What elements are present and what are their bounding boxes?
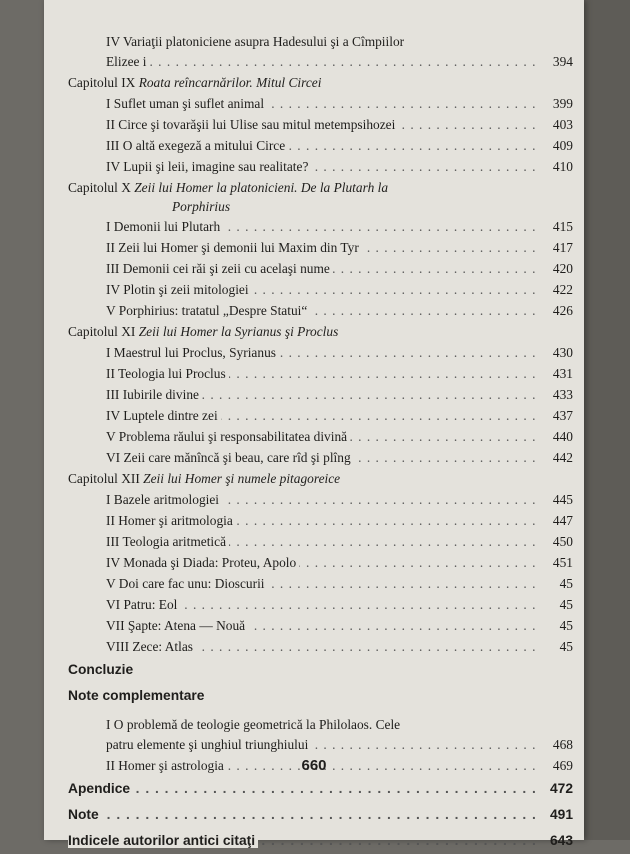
section-entry [68, 828, 573, 854]
toc-page-number: 472 [549, 781, 573, 796]
section-label: Note complementare [68, 688, 205, 703]
toc-entry [68, 405, 573, 426]
toc-entry [68, 363, 573, 384]
toc-entry [68, 279, 573, 300]
toc-page-number: 469 [552, 758, 573, 773]
toc-page-number: 431 [552, 366, 573, 381]
section-heading [68, 657, 573, 683]
toc-entry-label: VIII Zece: Atlas [106, 639, 196, 654]
toc-entry-label: VII Şapte: Atena — Nouă [106, 618, 248, 633]
toc-page-number: 491 [549, 807, 573, 822]
toc-page-number: 445 [552, 492, 573, 507]
toc-entry [68, 594, 573, 615]
chapter-label: Capitolul IX [68, 75, 136, 90]
page-number: 660 [301, 757, 327, 774]
toc-page-number: 420 [552, 261, 573, 276]
toc-page-number: 447 [552, 513, 573, 528]
toc-entry-label: IV Plotin şi zeii mitologiei [106, 282, 252, 297]
toc-entry-label: III Iubirile divine [106, 387, 202, 402]
toc-entry-text: I O problemă de teologie geometrică la Philolaos. Cele [106, 717, 401, 732]
section-label: Apendice [68, 781, 133, 796]
toc-entry-label: I Demonii lui Plutarh [106, 219, 223, 234]
section-label: Note [68, 807, 102, 822]
toc-page-number: 440 [552, 429, 573, 444]
toc-page-number: 430 [552, 345, 573, 360]
toc-page-number: 409 [552, 138, 573, 153]
toc-entry [68, 114, 573, 135]
section-entry [68, 776, 573, 802]
toc-entry [68, 384, 573, 405]
toc-entry-label: II Zeii lui Homer şi demonii lui Maxim din Tyr [106, 240, 362, 255]
toc-page-number: 45 [559, 576, 573, 591]
toc-entry [68, 489, 573, 510]
toc-entry-label: IV Lupii şi leii, imagine sau realitate? [106, 159, 311, 174]
toc-entry-label: VI Zeii care mănîncă şi beau, care rîd şi plîng [106, 450, 354, 465]
toc-entry-label: patru elemente şi unghiul triunghiului [106, 737, 311, 752]
table-of-contents [68, 32, 573, 854]
toc-entry [68, 552, 573, 573]
toc-entry-label: II Teologia lui Proclus [106, 366, 229, 381]
toc-entry [68, 300, 573, 321]
chapter-heading [68, 321, 573, 342]
toc-entry-label: IV Monada şi Diada: Proteu, Apolo [106, 555, 299, 570]
toc-entry-label: III Teologia aritmetică [106, 534, 229, 549]
toc-entry [68, 237, 573, 258]
toc-entry-label: V Problema răului şi responsabilitatea divină [106, 429, 350, 444]
toc-entry [68, 156, 573, 177]
chapter-title: Zeii lui Homer la Syrianus şi Proclus [138, 324, 339, 339]
book-page [44, 0, 584, 848]
toc-entry [68, 135, 573, 156]
toc-page-number: 394 [552, 54, 573, 69]
toc-entry-label: III O altă exegeză a mitului Circe [106, 138, 288, 153]
toc-entry [68, 426, 573, 447]
toc-entry [68, 615, 573, 636]
toc-entry-label: I Suflet uman şi suflet animal [106, 96, 267, 111]
toc-entry [68, 342, 573, 363]
toc-entry-label: IV Luptele dintre zei [106, 408, 221, 423]
toc-page-number: 437 [552, 408, 573, 423]
toc-page-number: 643 [549, 833, 573, 848]
toc-entry [68, 93, 573, 114]
toc-entry [68, 573, 573, 594]
toc-entry [68, 636, 573, 657]
toc-entry-label: V Porphirius: tratatul „Despre Statui“ [106, 303, 310, 318]
toc-entry [68, 447, 573, 468]
toc-entry [68, 258, 573, 279]
chapter-heading [68, 72, 573, 93]
toc-entry [68, 216, 573, 237]
toc-page-number: 415 [552, 219, 573, 234]
chapter-title: Roata reîncarnărilor. Mitul Circei [138, 75, 322, 90]
chapter-title: Zeii lui Homer la platonicieni. De la Plutarh la [134, 180, 389, 195]
toc-page-number: 450 [552, 534, 573, 549]
section-entry [68, 802, 573, 828]
toc-entry-label: II Homer şi aritmologia [106, 513, 236, 528]
toc-page-number: 468 [552, 737, 573, 752]
toc-page-number: 451 [552, 555, 573, 570]
toc-page-number: 422 [552, 282, 573, 297]
section-label: Concluzie [68, 662, 134, 677]
toc-entry-label: II Circe şi tovarăşii lui Ulise sau mitul metempsihozei [106, 117, 398, 132]
chapter-heading [68, 468, 573, 489]
toc-entry-label: I Bazele aritmologiei [106, 492, 222, 507]
toc-entry [68, 51, 573, 72]
toc-entry [68, 531, 573, 552]
chapter-title-continued: Porphirius [172, 199, 231, 214]
toc-page-number: 399 [552, 96, 573, 111]
toc-entry [68, 734, 573, 755]
toc-entry-text: IV Variaţii platoniciene asupra Hadesului şi a Cîmpiilor [106, 34, 405, 49]
toc-page-number: 442 [552, 450, 573, 465]
toc-page-number: 403 [552, 117, 573, 132]
section-heading [68, 683, 573, 709]
toc-entry-label: III Demonii cei răi şi zeii cu acelaşi nume [106, 261, 333, 276]
toc-entry-label: I Maestrul lui Proclus, Syrianus [106, 345, 279, 360]
chapter-label: Capitolul X [68, 180, 131, 195]
toc-entry-label: II Homer şi astrologia [106, 758, 227, 773]
toc-entry-label: VI Patru: Eol [106, 597, 180, 612]
toc-entry [68, 510, 573, 531]
chapter-heading [68, 177, 573, 198]
toc-page-number: 417 [552, 240, 573, 255]
toc-page-number: 45 [559, 618, 573, 633]
chapter-title: Zeii lui Homer şi numele pitagoreice [143, 471, 341, 486]
toc-page-number: 426 [552, 303, 573, 318]
toc-page-number: 45 [559, 639, 573, 654]
toc-page-number: 433 [552, 387, 573, 402]
book-gutter [584, 0, 630, 840]
toc-page-number: 45 [559, 597, 573, 612]
toc-entry-label: V Doi care fac unu: Dioscurii [106, 576, 268, 591]
section-label: Indicele autorilor antici citaţi [68, 833, 258, 848]
chapter-label: Capitolul XI [68, 324, 136, 339]
chapter-label: Capitolul XII [68, 471, 140, 486]
toc-page-number: 410 [552, 159, 573, 174]
toc-entry-label: Elizee i [106, 54, 150, 69]
